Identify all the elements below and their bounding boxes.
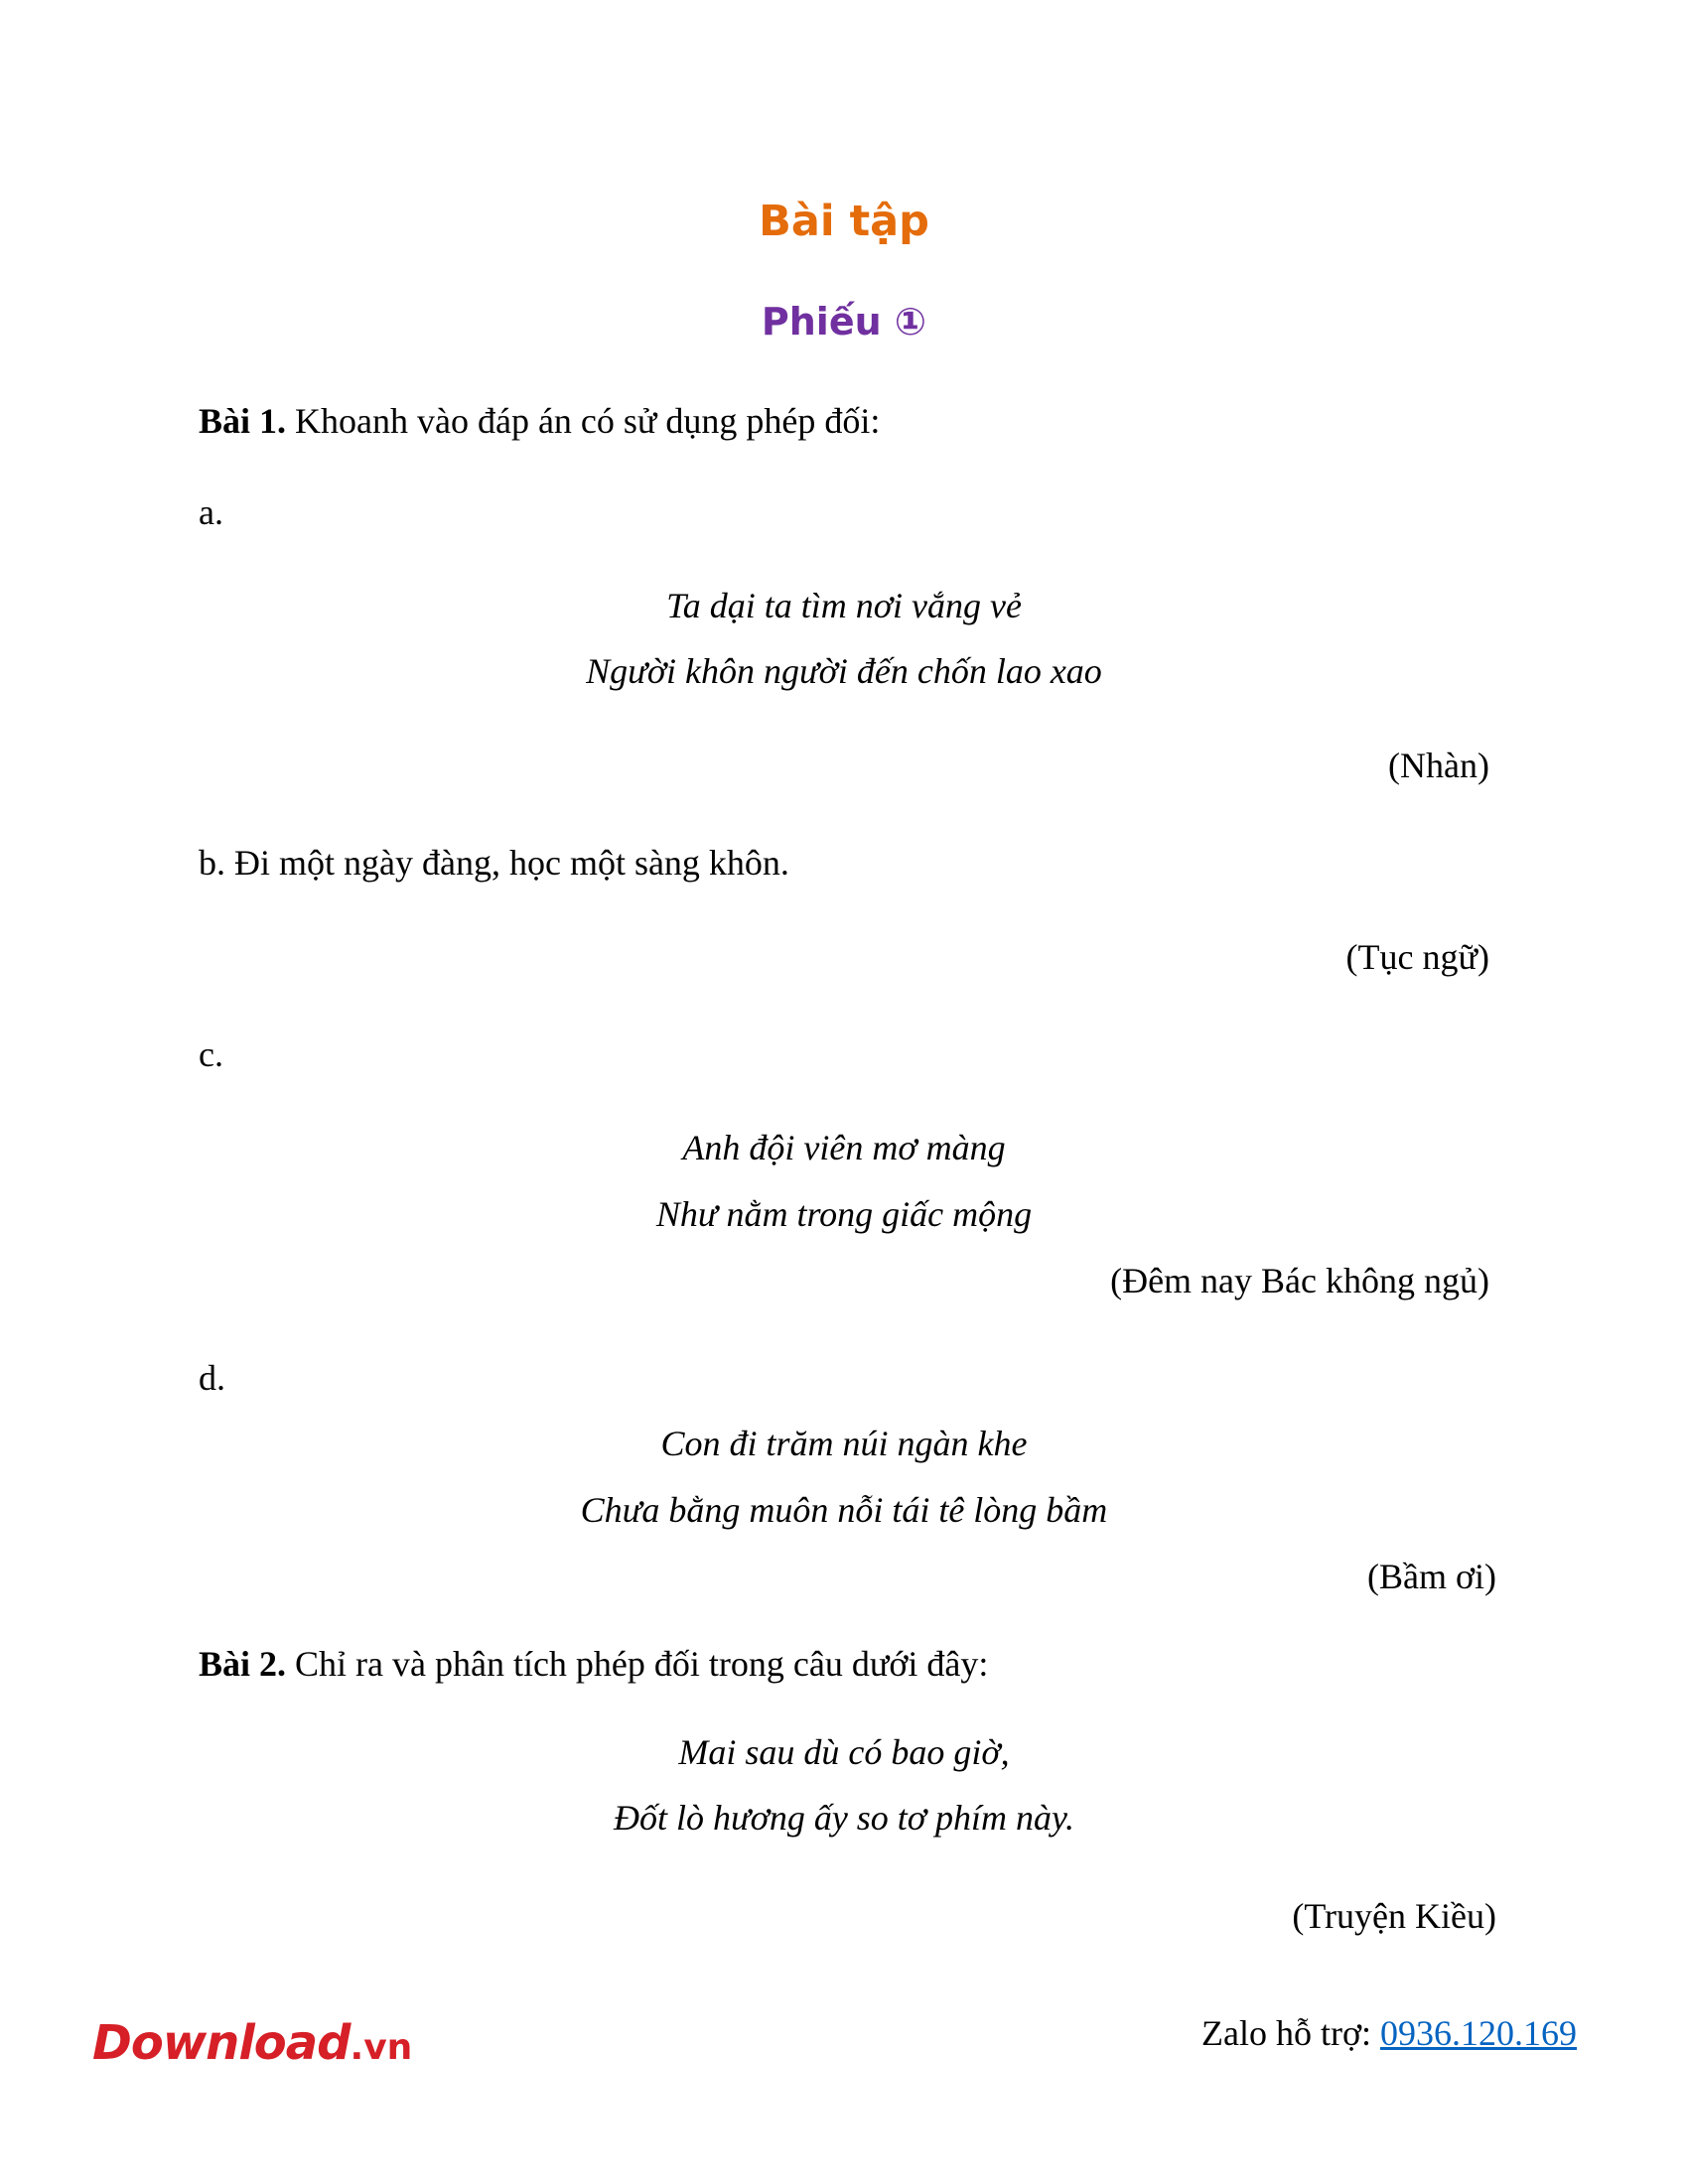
exercise-2-source: (Truyện Kiều) [1292, 1896, 1496, 1936]
exercise-2-prompt: Chỉ ra và phân tích phép đối trong câu dưới đây: [286, 1644, 989, 1684]
exercise-2-line-2: Đốt lò hương ấy so tơ phím này. [613, 1798, 1075, 1838]
exercise-1-heading [199, 399, 880, 443]
download-vn-logo[interactable] [92, 2015, 412, 2071]
option-c-line-2: Như nằm trong giấc mộng [655, 1194, 1033, 1234]
option-a-marker: a. [199, 492, 223, 532]
page-title: Bài tập [759, 197, 929, 246]
zalo-support [1201, 2011, 1577, 2055]
zalo-label: Zalo hỗ trợ: [1201, 2013, 1380, 2053]
option-b-text: b. Đi một ngày đàng, học một sàng khôn. [199, 843, 789, 883]
exercise-2-line-1: Mai sau dù có bao giờ, [678, 1732, 1010, 1772]
worksheet-subtitle: Phiếu ① [761, 300, 927, 343]
option-d-line-2: Chưa bằng muôn nỗi tái tê lòng bầm [580, 1490, 1108, 1530]
option-a-source: (Nhàn) [1388, 746, 1489, 785]
logo-suffix-text: .vn [350, 2027, 413, 2068]
exercise-2-label: Bài 2. [199, 1644, 287, 1684]
option-d-source: (Bầm ơi) [1366, 1557, 1496, 1596]
option-a-line-2: Người khôn người đến chốn lao xao [586, 651, 1102, 691]
exercise-1-label: Bài 1. [199, 401, 287, 441]
option-c-line-1: Anh đội viên mơ màng [682, 1128, 1006, 1167]
option-c-source: (Đêm nay Bác không ngủ) [1110, 1261, 1489, 1300]
option-b-source: (Tục ngữ) [1345, 937, 1489, 977]
option-d-marker: d. [199, 1358, 225, 1398]
zalo-phone-link[interactable]: 0936.120.169 [1380, 2013, 1577, 2053]
option-d-line-1: Con đi trăm núi ngàn khe [660, 1424, 1028, 1463]
exercise-2-heading [199, 1642, 988, 1686]
option-c-marker: c. [199, 1034, 223, 1074]
logo-main-text: Download [92, 2015, 351, 2071]
option-a-line-1: Ta dại ta tìm nơi vắng vẻ [666, 586, 1022, 625]
exercise-1-prompt: Khoanh vào đáp án có sử dụng phép đối: [286, 401, 881, 441]
